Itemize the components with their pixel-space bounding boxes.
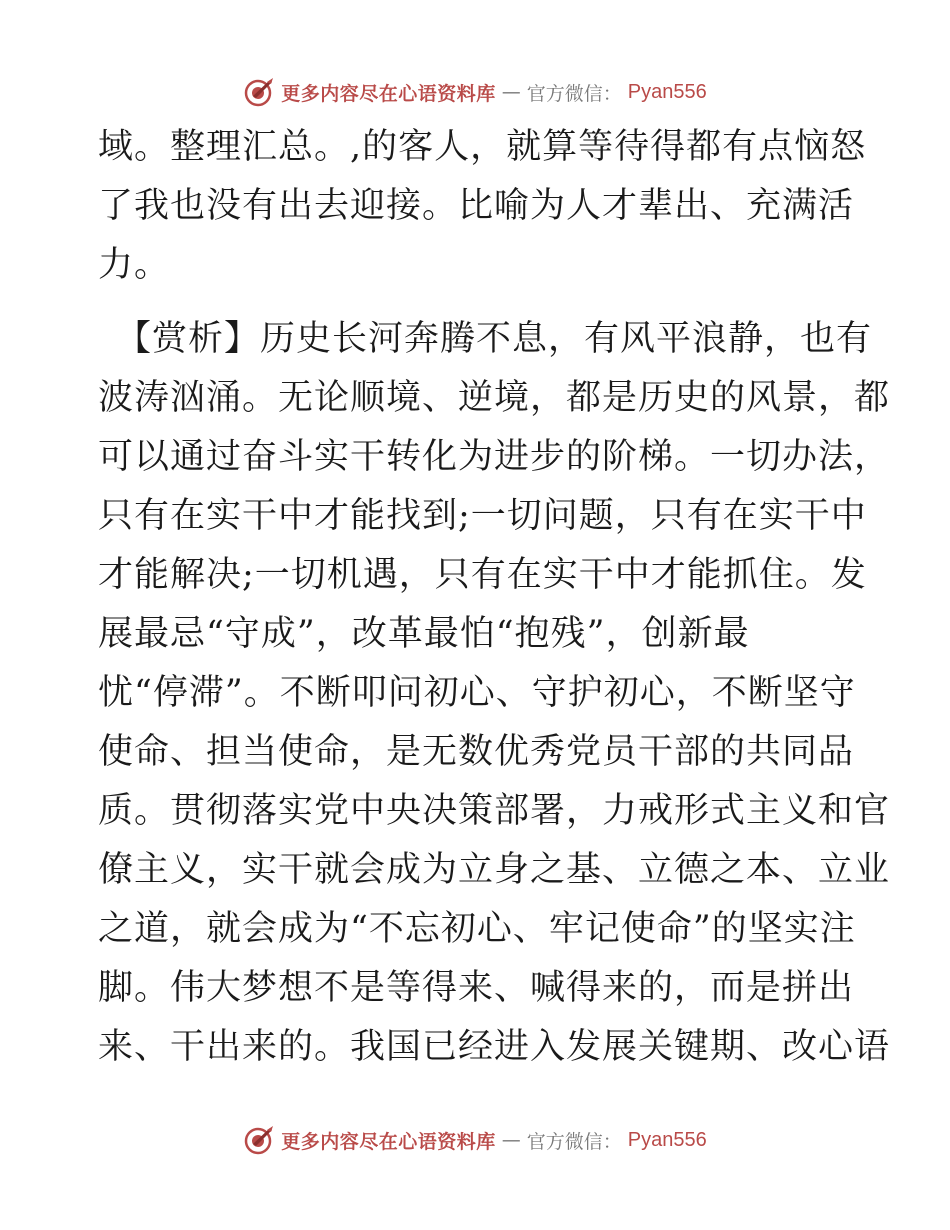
paragraph-2-line-13: 来、干出来的。我国已经进入发展关键期、改心语 [98, 1027, 891, 1067]
footer-wechat-id: Pyan556 [627, 1128, 707, 1151]
paragraph-2-line-11: 之道，就会成为“不忘初心、牢记使命”的坚实注 [98, 909, 856, 949]
paragraph-2-line-3: 可以通过奋斗实干转化为进步的阶梯。一切办法， [98, 437, 891, 477]
footer-wechat-label: 官方微信： [526, 1130, 622, 1153]
paragraph-2-line-1: 【赏析】历史长河奔腾不息，有风平浪静，也有 [116, 319, 873, 359]
paragraph-2-line-10: 僚主义，实干就会成为立身之基、立德之本、立业 [98, 850, 891, 890]
document-body [98, 118, 891, 1077]
paragraph-2-line-8: 使命、担当使命，是无数优秀党员干部的共同品 [98, 732, 855, 772]
paragraph-2-line-7: 忧“停滞”。不断叩问初心、守护初心，不断坚守 [98, 673, 856, 713]
paragraph-2-line-5: 才能解决;一切机遇，只有在实干中才能抓住。发 [98, 555, 867, 595]
paragraph-2-line-6: 展最忌“守成”，改革最怕“抱残”，创新最 [98, 614, 750, 654]
footer-promo-text: 更多内容尽在心语资料库 [281, 1130, 496, 1153]
paragraph-gap [98, 295, 858, 310]
quill-pen-logo-icon [243, 1124, 275, 1156]
paragraph-1-line-3: 力。 [98, 245, 171, 285]
paragraph-2-line-9: 质。贯彻落实党中央决策部署，力戒形式主义和官 [98, 791, 891, 831]
header-promo-text: 更多内容尽在心语资料库 [281, 82, 496, 105]
paragraph-2-line-4: 只有在实干中才能找到;一切问题，只有在实干中 [98, 496, 867, 536]
header-wechat-label: 官方微信： [526, 82, 622, 105]
paragraph-1-line-1: 域。整理汇总。,的客人，就算等待得都有点恼怒 [98, 127, 867, 167]
header-banner [0, 72, 950, 112]
paragraph-2-line-2: 波涛汹涌。无论顺境、逆境，都是历史的风景，都 [98, 378, 891, 418]
paragraph-2-line-12: 脚。伟大梦想不是等得来、喊得来的，而是拼出 [98, 968, 855, 1008]
header-wechat-id: Pyan556 [627, 80, 707, 103]
header-dash: — [501, 81, 521, 103]
footer-banner [0, 1120, 950, 1160]
paragraph-1-line-2: 了我也没有出去迎接。比喻为人才辈出、充满活 [98, 186, 855, 226]
quill-pen-logo-icon [243, 76, 275, 108]
footer-dash: — [501, 1129, 521, 1151]
